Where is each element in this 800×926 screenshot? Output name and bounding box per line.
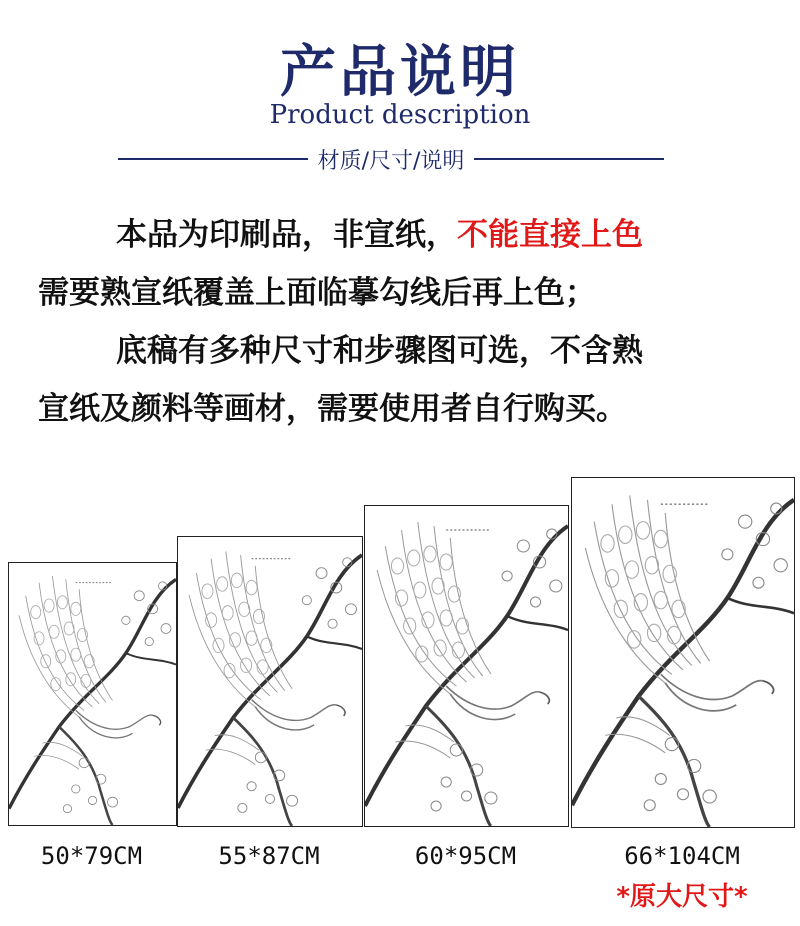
description-line-1-text: 本品为印刷品，非宣纸， — [116, 217, 457, 253]
peacock-sample-image — [364, 505, 569, 827]
description-line-2: 需要熟宣纸覆盖上面临摹勾线后再上色； — [38, 275, 596, 311]
peacock-drawing — [572, 478, 794, 827]
section-label: 材质/尺寸/说明 — [317, 148, 465, 174]
peacock-sample-image — [177, 536, 363, 827]
size-label: 60*95CM — [414, 842, 517, 870]
size-label: 55*87CM — [218, 842, 320, 870]
description-line-3 — [38, 322, 768, 380]
peacock-sample-image — [8, 562, 177, 826]
peacock-drawing — [9, 563, 176, 825]
description-block — [38, 206, 768, 438]
page-subtitle: Product description — [269, 100, 531, 130]
peacock-drawing — [178, 537, 362, 826]
peacock-drawing — [365, 506, 568, 826]
divider-line-right — [474, 158, 664, 160]
description-line-1 — [38, 206, 768, 264]
description-line-3-text: 底稿有多种尺寸和步骤图可选，不含熟 — [116, 333, 643, 369]
warning-text: 不能直接上色 — [457, 217, 643, 253]
section-divider — [118, 146, 664, 172]
peacock-sample-image — [571, 477, 795, 828]
page-title: 产品说明 — [280, 40, 520, 105]
original-size-note: *原大尺寸* — [616, 882, 748, 912]
size-label: 50*79CM — [40, 842, 143, 870]
size-label: 66*104CM — [624, 842, 740, 870]
description-line-4: 宣纸及颜料等画材，需要使用者自行购买。 — [38, 391, 627, 427]
divider-line-left — [118, 158, 308, 160]
